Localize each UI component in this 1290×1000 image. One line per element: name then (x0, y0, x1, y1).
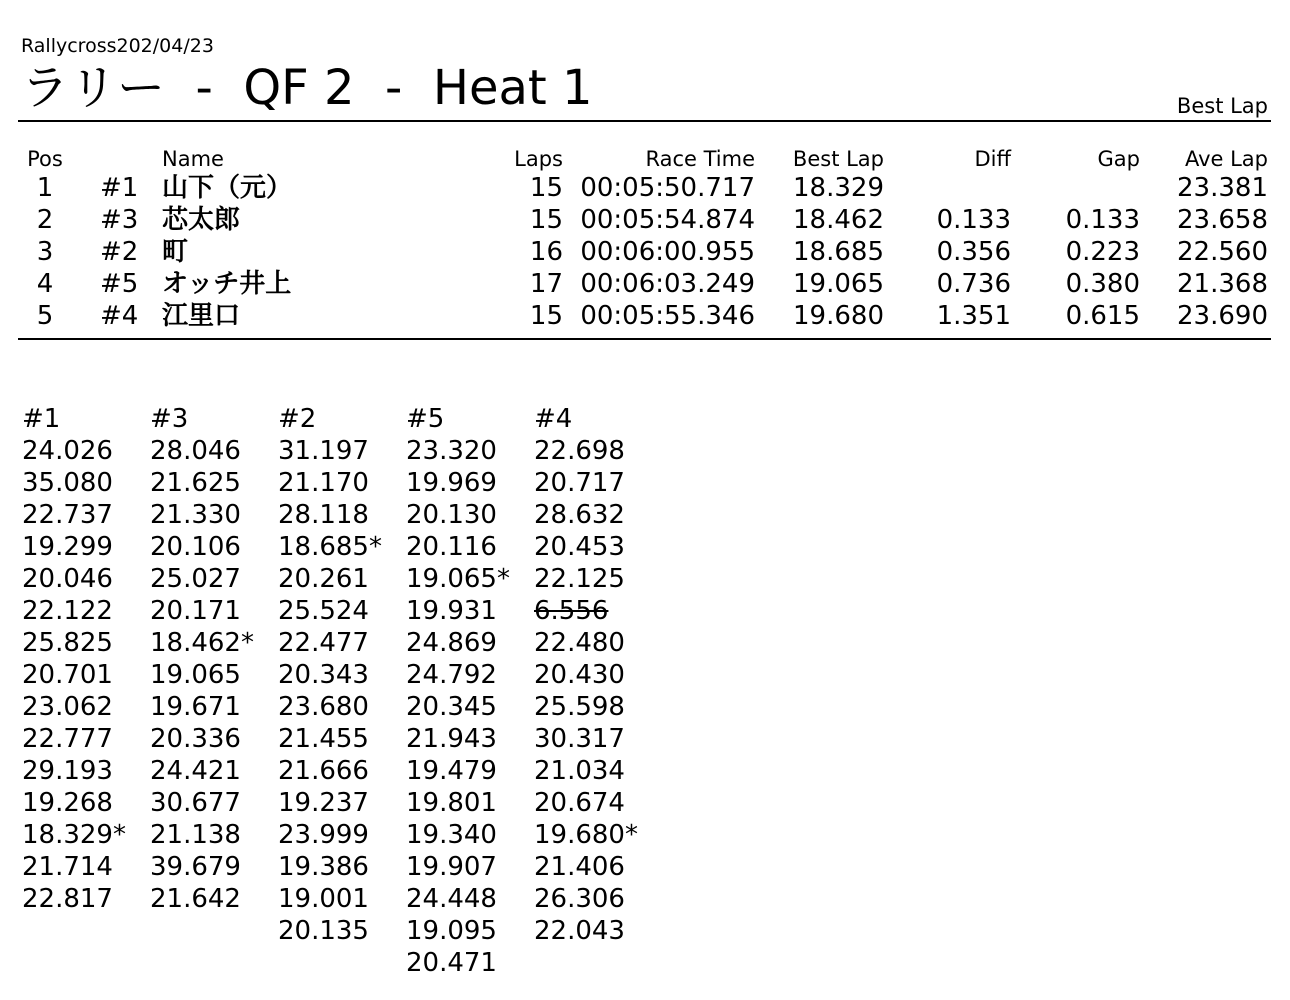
lap-time: 28.046 (150, 436, 241, 466)
lap-time: 35.080 (22, 468, 113, 498)
cell-race-time: 00:06:03.249 (580, 269, 755, 299)
lap-time: 18.462* (150, 628, 254, 658)
lap-time: 19.065 (150, 660, 241, 690)
lap-time: 19.299 (22, 532, 113, 562)
lap-time: 19.237 (278, 788, 369, 818)
cell-best-lap: 19.680 (793, 301, 884, 331)
cell-ave-lap: 23.658 (1177, 205, 1268, 235)
cell-race-time: 00:06:00.955 (580, 237, 755, 267)
cell-gap: 0.133 (1065, 205, 1140, 235)
lap-time: 28.632 (534, 500, 625, 530)
results-header-row (0, 146, 1290, 172)
lap-time: 24.448 (406, 884, 497, 914)
lap-time: 20.430 (534, 660, 625, 690)
lap-time: 30.677 (150, 788, 241, 818)
lap-time: 24.869 (406, 628, 497, 658)
cell-num: #5 (100, 269, 139, 299)
lap-time: 21.642 (150, 884, 241, 914)
cell-laps: 16 (529, 237, 563, 267)
lap-time: 21.406 (534, 852, 625, 882)
lap-time: 22.777 (22, 724, 113, 754)
cell-num: #3 (100, 205, 139, 235)
col-header-pos: Pos (27, 147, 63, 171)
cell-num: #2 (100, 237, 139, 267)
table-row (0, 204, 1290, 236)
cell-pos: 2 (36, 205, 54, 235)
cell-gap: 0.223 (1065, 237, 1140, 267)
cell-name: 山下（元） (162, 173, 293, 203)
lap-time: 21.943 (406, 724, 497, 754)
lap-column-car: #4 (534, 404, 573, 434)
lap-time: 19.001 (278, 884, 369, 914)
cell-gap: 0.615 (1065, 301, 1140, 331)
lap-time: 28.118 (278, 500, 369, 530)
lap-time: 24.026 (22, 436, 113, 466)
lap-time: 21.625 (150, 468, 241, 498)
lap-time: 22.737 (22, 500, 113, 530)
lap-time: 25.524 (278, 596, 369, 626)
lap-time: 19.065* (406, 564, 510, 594)
lap-time: 26.306 (534, 884, 625, 914)
col-header-laps: Laps (514, 147, 563, 171)
lap-time: 19.680* (534, 820, 638, 850)
lap-time: 25.825 (22, 628, 113, 658)
lap-column (22, 403, 126, 915)
cell-gap: 0.380 (1065, 269, 1140, 299)
lap-time: 21.034 (534, 756, 625, 786)
col-header-race-time: Race Time (645, 147, 755, 171)
cell-pos: 4 (36, 269, 54, 299)
lap-time: 23.999 (278, 820, 369, 850)
cell-name: 芯太郎 (162, 205, 241, 235)
col-header-ave-lap: Ave Lap (1184, 147, 1268, 171)
cell-laps: 15 (529, 301, 563, 331)
lap-time: 25.027 (150, 564, 241, 594)
lap-time: 19.801 (406, 788, 497, 818)
cell-diff: 1.351 (936, 301, 1011, 331)
cell-pos: 3 (36, 237, 54, 267)
lap-column (278, 403, 382, 947)
cell-diff: 0.356 (936, 237, 1011, 267)
lap-time: 31.197 (278, 436, 369, 466)
table-row (0, 236, 1290, 268)
lap-column-car: #2 (278, 404, 317, 434)
lap-time: 22.122 (22, 596, 113, 626)
lap-time: 20.717 (534, 468, 625, 498)
cell-name: 江里口 (162, 301, 241, 331)
cell-name: オッチ井上 (162, 269, 292, 299)
cell-laps: 15 (529, 173, 563, 203)
lap-column (406, 403, 510, 979)
lap-time: 20.336 (150, 724, 241, 754)
lap-time: 20.453 (534, 532, 625, 562)
cell-diff: 0.736 (936, 269, 1011, 299)
lap-time: 24.421 (150, 756, 241, 786)
col-header-gap: Gap (1097, 147, 1140, 171)
lap-time: 19.386 (278, 852, 369, 882)
lap-time: 20.261 (278, 564, 369, 594)
lap-time: 6.556 (534, 596, 609, 626)
lap-column-car: #1 (22, 404, 61, 434)
event-label: Rallycross202/04/23 (21, 35, 214, 57)
cell-ave-lap: 23.690 (1177, 301, 1268, 331)
lap-column (150, 403, 254, 915)
cell-race-time: 00:05:54.874 (580, 205, 755, 235)
col-header-diff: Diff (974, 147, 1011, 171)
lap-time: 21.455 (278, 724, 369, 754)
lap-time: 20.135 (278, 916, 369, 946)
col-header-best-lap: Best Lap (792, 147, 884, 171)
lap-time: 24.792 (406, 660, 497, 690)
cell-ave-lap: 23.381 (1177, 173, 1268, 203)
lap-time: 21.714 (22, 852, 113, 882)
table-row (0, 172, 1290, 204)
lap-time: 21.170 (278, 468, 369, 498)
lap-time: 20.343 (278, 660, 369, 690)
cell-best-lap: 18.685 (793, 237, 884, 267)
lap-time: 19.671 (150, 692, 241, 722)
lap-time: 19.969 (406, 468, 497, 498)
best-lap-tag: Best Lap (1176, 94, 1268, 118)
lap-time: 18.329* (22, 820, 126, 850)
cell-num: #1 (100, 173, 139, 203)
lap-time: 19.931 (406, 596, 497, 626)
lap-time: 21.666 (278, 756, 369, 786)
lap-time: 20.116 (406, 532, 497, 562)
lap-time: 22.125 (534, 564, 625, 594)
cell-race-time: 00:05:55.346 (580, 301, 755, 331)
lap-time: 19.268 (22, 788, 113, 818)
lap-time: 23.680 (278, 692, 369, 722)
cell-pos: 1 (36, 173, 54, 203)
lap-time: 30.317 (534, 724, 625, 754)
lap-time: 20.130 (406, 500, 497, 530)
page-title: ラリー - QF 2 - Heat 1 (21, 60, 593, 116)
lap-time: 20.674 (534, 788, 625, 818)
cell-pos: 5 (36, 301, 54, 331)
lap-time: 23.320 (406, 436, 497, 466)
cell-best-lap: 19.065 (793, 269, 884, 299)
lap-time: 19.095 (406, 916, 497, 946)
lap-time: 20.471 (406, 948, 497, 978)
lap-time: 22.817 (22, 884, 113, 914)
cell-best-lap: 18.329 (793, 173, 884, 203)
lap-time: 20.701 (22, 660, 113, 690)
lap-time: 39.679 (150, 852, 241, 882)
table-row (0, 300, 1290, 332)
lap-time: 22.477 (278, 628, 369, 658)
cell-name: 町 (162, 237, 189, 267)
table-row (0, 268, 1290, 300)
lap-time: 25.598 (534, 692, 625, 722)
cell-ave-lap: 21.368 (1177, 269, 1268, 299)
cell-ave-lap: 22.560 (1177, 237, 1268, 267)
lap-time: 20.171 (150, 596, 241, 626)
cell-race-time: 00:05:50.717 (580, 173, 755, 203)
cell-best-lap: 18.462 (793, 205, 884, 235)
col-header-name: Name (162, 147, 224, 171)
lap-time: 20.345 (406, 692, 497, 722)
bottom-rule (18, 338, 1271, 340)
lap-column-car: #5 (406, 404, 445, 434)
lap-time: 18.685* (278, 532, 382, 562)
lap-time: 19.340 (406, 820, 497, 850)
lap-time: 21.138 (150, 820, 241, 850)
results-table (0, 146, 1290, 332)
lap-time: 22.043 (534, 916, 625, 946)
lap-time: 29.193 (22, 756, 113, 786)
lap-time: 23.062 (22, 692, 113, 722)
lap-time: 22.480 (534, 628, 625, 658)
lap-time: 21.330 (150, 500, 241, 530)
lap-time: 20.106 (150, 532, 241, 562)
lap-column (534, 403, 638, 947)
top-rule (18, 120, 1271, 122)
lap-time: 22.698 (534, 436, 625, 466)
lap-time: 19.907 (406, 852, 497, 882)
cell-num: #4 (100, 301, 139, 331)
lap-time: 20.046 (22, 564, 113, 594)
lap-column-car: #3 (150, 404, 189, 434)
cell-laps: 15 (529, 205, 563, 235)
lap-time: 19.479 (406, 756, 497, 786)
cell-laps: 17 (529, 269, 563, 299)
cell-diff: 0.133 (936, 205, 1011, 235)
